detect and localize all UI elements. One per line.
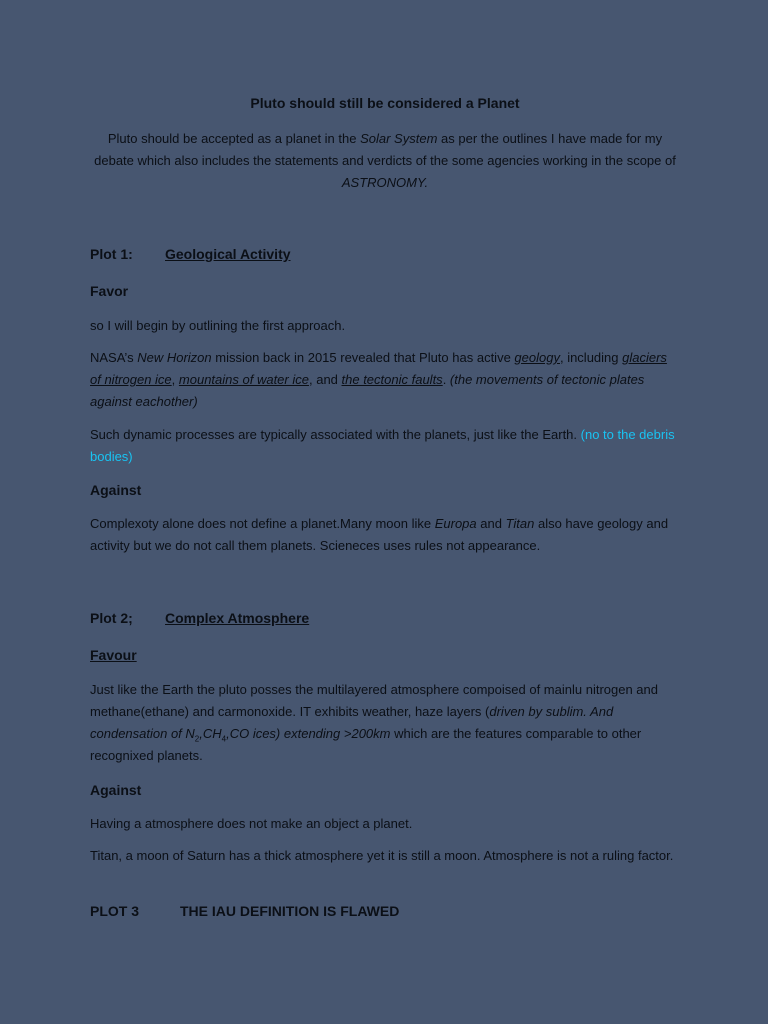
ap-italic-2: Titan [505, 516, 535, 531]
p3-note: (no to the debris bodies) [90, 427, 675, 464]
p2-underline-4: the tectonic faults [341, 372, 443, 387]
ap-text-3: also have geology and activity but we do not call them planets. Scieneces uses rules not appearance. [90, 516, 669, 553]
plot1-heading [90, 246, 291, 262]
p2-text-6: . [442, 372, 450, 387]
p2-italic-1: New Horizon [137, 350, 212, 365]
ap-text-2: and [476, 516, 506, 531]
fp-sub-1: 2 [194, 734, 200, 744]
fp-italic-1: driven by sublim. And condensation of N [90, 704, 614, 741]
p2-underline-2: glaciers of nitrogen ice [90, 350, 667, 387]
plot1-against-heading: Against [90, 482, 142, 498]
page-title: Pluto should still be considered a Planet [250, 95, 520, 111]
intro-text-2: as per the outlines I have made for my debate which also includes the statements and verdicts of the some agencies working in the scope of [94, 131, 676, 168]
intro-text-1: Pluto should be accepted as a planet in the [107, 131, 361, 146]
plot1-number: Plot 1: [90, 246, 133, 262]
ap-italic-1: Europa [434, 516, 477, 531]
plot2-against-heading: Against [90, 782, 142, 798]
plot2-favour-heading: Favour [90, 647, 137, 663]
intro-italic-2: ASTRONOMY. [341, 175, 429, 190]
fp-text-1: Just like the Earth the pluto posses the multilayered atmosphere compoised of mainlu nitrogen and methane(ethane) and carmonoxide. IT exhibits weather, haze layers ( [90, 682, 658, 719]
p2-text-3: , including [559, 350, 623, 365]
p2-italic-2: (the movements of tectonic plates against eachother) [90, 372, 645, 409]
intro-italic-1: Solar System [360, 131, 438, 146]
ap-text-1: Complexoty alone does not define a planet.Many moon like [90, 516, 435, 531]
p2-underline-3: mountains of water ice [178, 372, 309, 387]
p2-underline-1: geology [514, 350, 560, 365]
p3-text: Such dynamic processes are typically associated with the planets, just like the Earth. [90, 427, 581, 442]
plot2-heading [90, 610, 309, 626]
plot1-against-paragraph [90, 513, 675, 557]
p2-text-2: mission back in 2015 revealed that Pluto has active [211, 350, 515, 365]
plot2-favour-paragraph [90, 679, 675, 767]
fp-italic-2: ,CH [199, 726, 222, 741]
plot1-favor-paragraph-1: so I will begin by outlining the first approach. [90, 318, 346, 333]
fp-sub-2: 4 [221, 734, 227, 744]
document-page [90, 0, 680, 1024]
p2-text-5: , and [308, 372, 342, 387]
plot2-title: Complex Atmosphere [165, 610, 310, 626]
intro-paragraph [90, 128, 680, 194]
p2-text-4: , [171, 372, 179, 387]
plot3-number: PLOT 3 [90, 903, 140, 919]
plot3-heading [90, 903, 399, 919]
plot1-favor-heading: Favor [90, 283, 129, 299]
plot2-against-paragraph-1: Having a atmosphere does not make an object a planet. [90, 816, 413, 831]
p2-text-1: NASA’s [90, 350, 138, 365]
fp-italic-3: ,CO ices) extending >200km [226, 726, 391, 741]
plot2-number: Plot 2; [90, 610, 133, 626]
plot1-favor-paragraph-2 [90, 347, 675, 413]
plot2-against-paragraph-2: Titan, a moon of Saturn has a thick atmosphere yet it is still a moon. Atmosphere is not a ruling factor. [90, 848, 674, 863]
plot3-title: THE IAU DEFINITION IS FLAWED [180, 903, 400, 919]
plot1-title: Geological Activity [165, 246, 291, 262]
fp-text-2: which are the features comparable to other recognixed planets. [90, 726, 642, 763]
plot1-favor-paragraph-3 [90, 424, 675, 468]
